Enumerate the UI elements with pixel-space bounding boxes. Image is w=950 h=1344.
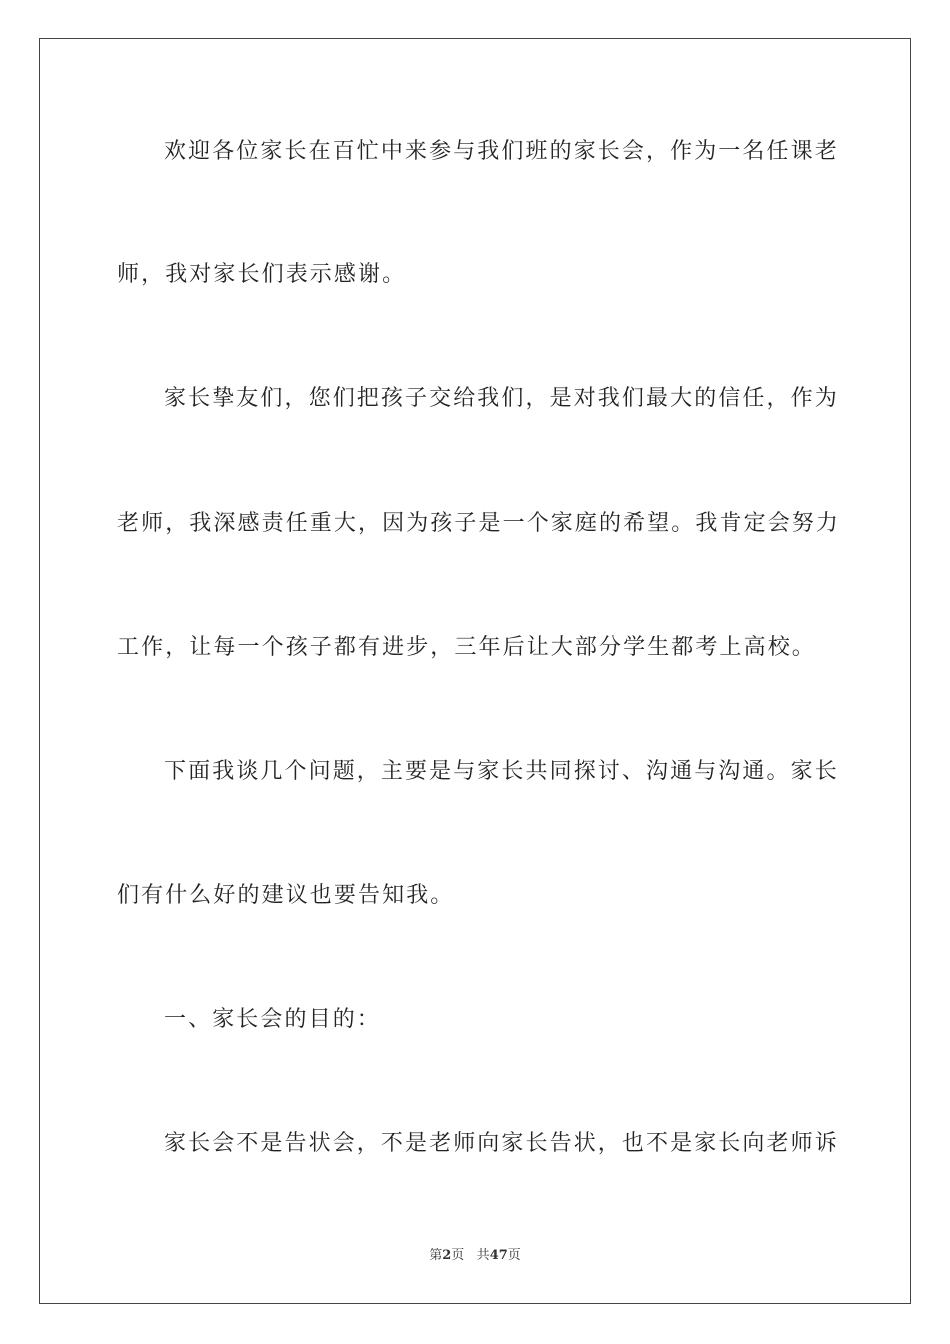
section-heading: 一、家长会的目的： [164, 1007, 381, 1032]
page-footer [0, 1247, 950, 1265]
total-prefix: 共 [476, 1248, 490, 1263]
total-pages: 47 [489, 1248, 508, 1263]
page-suffix: 页 [451, 1248, 465, 1263]
page-number: 2 [442, 1248, 452, 1263]
paragraph-line: 老师，我深感责任重大，因为孩子是一个家庭的希望。我肯定会努力 [117, 511, 841, 536]
paragraph-line: 家长会不是告状会，不是老师向家长告状，也不是家长向老师诉 [164, 1131, 839, 1156]
total-suffix: 页 [507, 1248, 521, 1263]
paragraph-line: 们有什么好的建议也要告知我。 [117, 883, 455, 908]
paragraph-line: 工作，让每一个孩子都有进步，三年后让大部分学生都考上高校。 [117, 635, 816, 660]
page-frame [39, 38, 911, 1304]
paragraph-line: 师，我对家长们表示感谢。 [117, 262, 407, 287]
page-prefix: 第 [429, 1248, 443, 1263]
paragraph-line: 下面我谈几个问题，主要是与家长共同探讨、沟通与沟通。家长 [164, 759, 839, 784]
paragraph-line: 欢迎各位家长在百忙中来参与我们班的家长会，作为一名任课老 [164, 139, 839, 164]
paragraph-line: 家长挚友们，您们把孩子交给我们，是对我们最大的信任，作为 [164, 386, 839, 411]
